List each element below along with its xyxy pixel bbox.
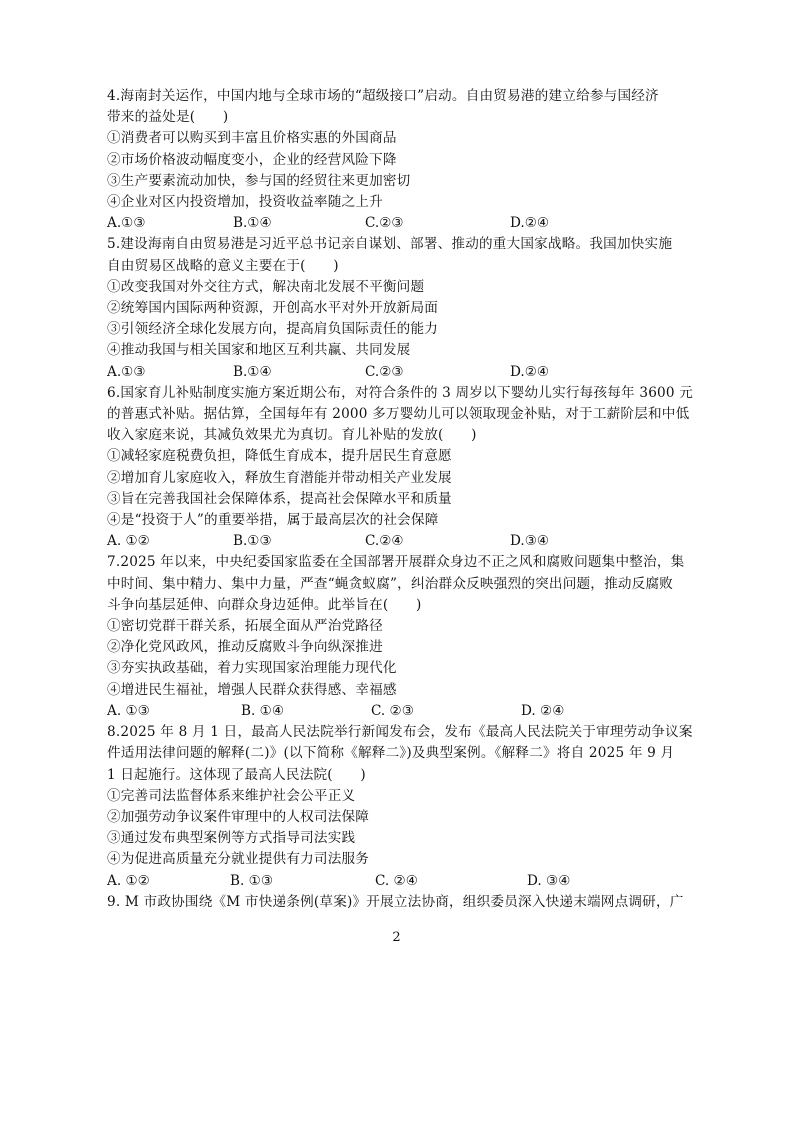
statement-item: ③旨在完善我国社会保障体系，提高社会保障水平和质量 [107,490,452,507]
question-stem: 8.2025 年 8 月 1 日，最高人民法院举行新闻发布会，发布《最高人民法院关于审理劳动争议案 [107,724,693,741]
option-c: C.②③ [365,215,404,232]
question-stem: 收入家庭来说，其减负效果尤为真切。育儿补贴的发放( ) [107,427,477,444]
option-b: B.①④ [233,363,272,380]
answer-options [107,213,687,234]
statement-item: ②统筹国内国际两种资源，开创高水平对外开放新局面 [107,300,439,317]
question-stem: 件适用法律问题的解释(二)》(以下简称《解释二》)及典型案例。《解释二》将自 2025 年 9 月 [107,745,675,762]
option-d: D.②④ [510,215,550,232]
question-stem: 自由贸易区战略的意义主要在于( ) [107,257,339,274]
option-b: B. ①③ [230,872,274,889]
statement-item: ④增进民生福祉，增强人民群众获得感、幸福感 [107,681,397,698]
statement-item: ④是“投资于人”的重要举措，属于最高层次的社会保障 [107,512,439,529]
question-stem: 5.建设海南自由贸易港是习近平总书记亲自谋划、部署、推动的重大国家战略。我国加快实施 [107,236,673,253]
statement-item: ①改变我国对外交往方式，解决南北发展不平衡问题 [107,278,425,295]
option-c: C.②④ [365,533,404,550]
statement-item: ④推动我国与相关国家和地区互利共赢、共同发展 [107,342,411,359]
option-d: D.③④ [510,533,550,550]
statement-item: ③引领经济全球化发展方向，提高肩负国际责任的能力 [107,321,439,338]
option-c: C.②③ [365,363,404,380]
option-a: A.①③ [107,215,146,232]
option-a: A. ①② [107,533,150,550]
statement-item: ③夯实执政基础，着力实现国家治理能力现代化 [107,660,397,677]
statement-item: ④企业对区内投资增加，投资收益率随之上升 [107,194,383,211]
statement-item: ②加强劳动争议案件审理中的人权司法保障 [107,808,370,825]
option-c: C. ②④ [375,872,418,889]
option-b: B.①③ [233,533,272,550]
statement-item: ④为促进高质量充分就业提供有力司法服务 [107,851,370,868]
question-stem: 的普惠式补贴。据估算，全国每年有 2000 多万婴幼儿可以领取现金补贴，对于工薪阶层和中低 [107,406,690,423]
statement-item: ③生产要素流动加快，参与国的经贸往来更加密切 [107,172,411,189]
option-b: B.①④ [233,215,272,232]
option-d: D. ②④ [521,702,565,719]
question-stem: 6.国家育儿补贴制度实施方案近期公布，对符合条件的 3 周岁以下婴幼儿实行每孩每年 3600 元 [107,384,694,401]
question-stem: 7.2025 年以来，中央纪委国家监委在全国部署开展群众身边不正之风和腐败问题集中整治，集 [107,554,685,571]
option-d: D. ③④ [527,872,571,889]
option-c: C. ②③ [371,702,414,719]
statement-item: ①减轻家庭税费负担，降低生育成本，提升居民生育意愿 [107,448,452,465]
statement-item: ①密切党群干群关系，拓展全面从严治党路径 [107,618,383,635]
answer-options [107,701,687,722]
page-number: 2 [392,930,401,945]
statement-item: ①完善司法监督体系来维护社会公平正义 [107,787,356,804]
question-list [107,86,694,913]
option-a: A.①③ [107,363,146,380]
statement-item: ②净化党风政风，推动反腐败斗争向纵深推进 [107,639,383,656]
answer-options [107,531,687,552]
answer-options [107,362,687,383]
statement-item: ①消费者可以购买到丰富且价格实惠的外国商品 [107,130,397,147]
question-9 [107,892,687,913]
question-stem: 带来的益处是( ) [107,109,229,126]
statement-item: ③通过发布典型案例等方式指导司法实践 [107,830,356,847]
question-stem: 4.海南封关运作，中国内地与全球市场的“超级接口”启动。自由贸易港的建立给参与国经济 [107,88,659,104]
question-stem: 9. M 市政协围绕《M 市快递条例(草案)》开展立法协商，组织委员深入快递末端网点调研，广 [107,893,684,910]
question-4 [107,86,687,234]
question-8 [107,722,693,892]
option-a: A. ①③ [107,702,150,719]
question-stem: 1 日起施行。这体现了最高人民法院( ) [107,766,366,783]
question-stem: 斗争向基层延伸、向群众身边延伸。此举旨在( ) [107,596,422,613]
question-7 [107,552,687,722]
question-6 [107,383,694,553]
question-stem: 中时间、集中精力、集中力量，严查“蝇贪蚁腐”，纠治群众反映强烈的突出问题，推动反腐败 [107,575,674,592]
option-b: B. ①④ [241,702,285,719]
option-a: A. ①② [107,872,150,889]
question-5 [107,234,687,382]
statement-item: ②增加育儿家庭收入，释放生育潜能并带动相关产业发展 [107,469,452,486]
option-d: D.②④ [510,363,550,380]
statement-item: ②市场价格波动幅度变小，企业的经营风险下降 [107,151,397,168]
answer-options [107,871,687,892]
